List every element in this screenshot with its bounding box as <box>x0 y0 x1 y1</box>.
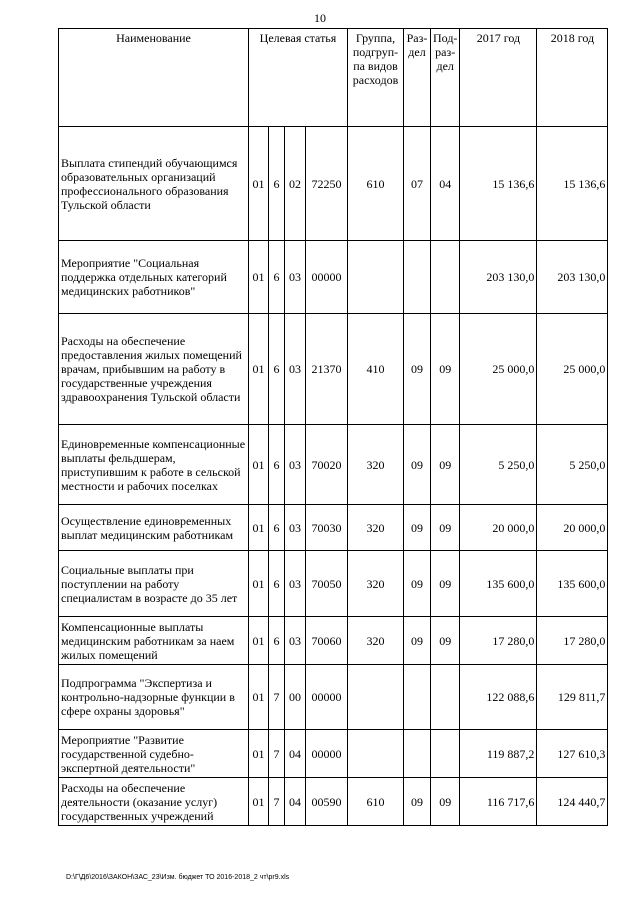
cell-section <box>404 730 431 778</box>
cell-section: 09 <box>404 778 431 826</box>
table-row <box>59 314 608 425</box>
cell-p4: 00000 <box>306 730 348 778</box>
cell-section: 09 <box>404 505 431 551</box>
cell-p3: 04 <box>285 778 306 826</box>
cell-name: Мероприятие "Развитие государственной судебно-экспертной деятельности" <box>59 730 249 778</box>
cell-p1: 01 <box>249 505 269 551</box>
cell-subsection: 09 <box>431 551 460 617</box>
cell-y2017: 122 088,6 <box>460 665 537 730</box>
cell-p2: 6 <box>269 505 285 551</box>
budget-table <box>58 28 608 826</box>
cell-y2017: 5 250,0 <box>460 425 537 505</box>
cell-section: 09 <box>404 551 431 617</box>
cell-y2018: 135 600,0 <box>537 551 608 617</box>
cell-name: Подпрограмма "Экспертиза и контрольно-надзорные функции в сфере охраны здоровья" <box>59 665 249 730</box>
cell-p3: 03 <box>285 617 306 665</box>
cell-p3: 03 <box>285 505 306 551</box>
cell-subsection: 09 <box>431 505 460 551</box>
cell-group: 320 <box>348 617 404 665</box>
table-row <box>59 127 608 241</box>
table-row <box>59 241 608 314</box>
cell-p4: 00000 <box>306 665 348 730</box>
cell-p2: 6 <box>269 425 285 505</box>
header-group: Группа, подгруп-па видов расходов <box>348 29 404 127</box>
cell-y2018: 129 811,7 <box>537 665 608 730</box>
cell-group: 320 <box>348 505 404 551</box>
cell-p3: 03 <box>285 551 306 617</box>
table-row <box>59 551 608 617</box>
table-row <box>59 778 608 826</box>
cell-p1: 01 <box>249 778 269 826</box>
cell-section: 09 <box>404 425 431 505</box>
header-name: Наименование <box>59 29 249 127</box>
cell-subsection <box>431 730 460 778</box>
cell-p1: 01 <box>249 617 269 665</box>
cell-section: 07 <box>404 127 431 241</box>
cell-p2: 6 <box>269 314 285 425</box>
cell-p4: 70060 <box>306 617 348 665</box>
cell-subsection: 09 <box>431 425 460 505</box>
cell-p2: 6 <box>269 551 285 617</box>
cell-p3: 02 <box>285 127 306 241</box>
header-row <box>59 29 608 127</box>
cell-name: Расходы на обеспечение предоставления жилых помещений врачам, прибывшим на работу в государственные учреждения здравоохранения Тульской области <box>59 314 249 425</box>
cell-name: Мероприятие "Социальная поддержка отдельных категорий медицинских работников" <box>59 241 249 314</box>
cell-y2017: 20 000,0 <box>460 505 537 551</box>
cell-p4: 00590 <box>306 778 348 826</box>
cell-y2018: 203 130,0 <box>537 241 608 314</box>
cell-subsection <box>431 241 460 314</box>
header-2017: 2017 год <box>460 29 537 127</box>
cell-p1: 01 <box>249 551 269 617</box>
cell-group <box>348 241 404 314</box>
cell-section <box>404 665 431 730</box>
cell-y2018: 127 610,3 <box>537 730 608 778</box>
cell-group: 320 <box>348 425 404 505</box>
cell-y2018: 5 250,0 <box>537 425 608 505</box>
cell-name: Компенсационные выплаты медицинским работникам за наем жилых помещений <box>59 617 249 665</box>
table-row <box>59 425 608 505</box>
cell-group <box>348 665 404 730</box>
cell-y2018: 124 440,7 <box>537 778 608 826</box>
cell-group: 610 <box>348 778 404 826</box>
table-row <box>59 665 608 730</box>
cell-name: Социальные выплаты при поступлении на работу специалистам в возрасте до 35 лет <box>59 551 249 617</box>
cell-p1: 01 <box>249 425 269 505</box>
table-row <box>59 730 608 778</box>
cell-section: 09 <box>404 314 431 425</box>
cell-y2018: 20 000,0 <box>537 505 608 551</box>
cell-y2017: 25 000,0 <box>460 314 537 425</box>
cell-p1: 01 <box>249 241 269 314</box>
cell-name: Осуществление единовременных выплат медицинским работникам <box>59 505 249 551</box>
cell-p2: 7 <box>269 778 285 826</box>
cell-group: 410 <box>348 314 404 425</box>
cell-subsection: 09 <box>431 314 460 425</box>
page-number: 10 <box>314 11 326 25</box>
file-path-footer: D:\Г\Д6\2016\ЗАКОН\ЗАС_23\Изм. бюджет ТО 2016-2018_2 чт\pr9.xls <box>66 874 290 881</box>
cell-y2017: 116 717,6 <box>460 778 537 826</box>
cell-y2018: 25 000,0 <box>537 314 608 425</box>
cell-p3: 04 <box>285 730 306 778</box>
cell-p4: 21370 <box>306 314 348 425</box>
cell-p4: 00000 <box>306 241 348 314</box>
cell-p4: 72250 <box>306 127 348 241</box>
cell-group: 610 <box>348 127 404 241</box>
cell-p1: 01 <box>249 127 269 241</box>
cell-p3: 03 <box>285 425 306 505</box>
header-target-article: Целевая статья <box>249 29 348 127</box>
cell-p4: 70020 <box>306 425 348 505</box>
header-section: Раз-дел <box>404 29 431 127</box>
cell-name: Выплата стипендий обучающимся образовательных организаций профессионального образования Тульской области <box>59 127 249 241</box>
cell-group: 320 <box>348 551 404 617</box>
cell-subsection <box>431 665 460 730</box>
table-row <box>59 505 608 551</box>
cell-section: 09 <box>404 617 431 665</box>
cell-subsection: 09 <box>431 617 460 665</box>
cell-y2018: 15 136,6 <box>537 127 608 241</box>
cell-group <box>348 730 404 778</box>
header-2018: 2018 год <box>537 29 608 127</box>
cell-p1: 01 <box>249 665 269 730</box>
table-row <box>59 617 608 665</box>
header-subsection: Под-раз-дел <box>431 29 460 127</box>
cell-p1: 01 <box>249 730 269 778</box>
cell-p4: 70050 <box>306 551 348 617</box>
cell-y2017: 15 136,6 <box>460 127 537 241</box>
cell-y2017: 203 130,0 <box>460 241 537 314</box>
cell-y2017: 119 887,2 <box>460 730 537 778</box>
cell-p3: 03 <box>285 314 306 425</box>
cell-p2: 6 <box>269 241 285 314</box>
cell-p1: 01 <box>249 314 269 425</box>
cell-y2017: 17 280,0 <box>460 617 537 665</box>
cell-y2017: 135 600,0 <box>460 551 537 617</box>
cell-subsection: 09 <box>431 778 460 826</box>
table-body <box>59 127 608 826</box>
cell-y2018: 17 280,0 <box>537 617 608 665</box>
cell-p3: 03 <box>285 241 306 314</box>
cell-p2: 7 <box>269 665 285 730</box>
cell-name: Единовременные компенсационные выплаты фельдшерам, приступившим к работе в сельской местности и рабочих поселках <box>59 425 249 505</box>
cell-p2: 6 <box>269 127 285 241</box>
cell-subsection: 04 <box>431 127 460 241</box>
cell-p2: 6 <box>269 617 285 665</box>
cell-name: Расходы на обеспечение деятельности (оказание услуг) государственных учреждений <box>59 778 249 826</box>
cell-section <box>404 241 431 314</box>
cell-p3: 00 <box>285 665 306 730</box>
cell-p2: 7 <box>269 730 285 778</box>
cell-p4: 70030 <box>306 505 348 551</box>
